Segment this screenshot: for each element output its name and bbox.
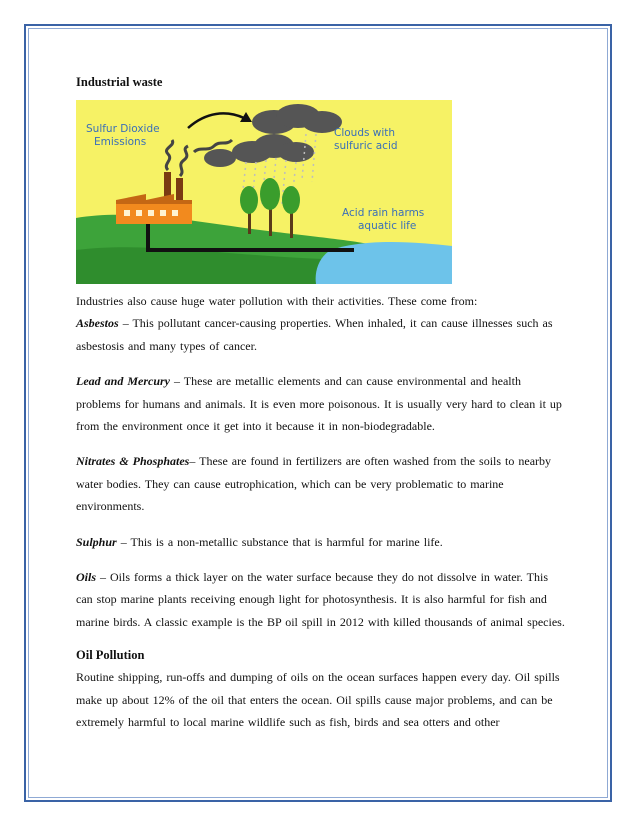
lead-mercury-text: – These are metallic elements and can cause environmental and health problems for humans and animals. It is even more poisonous. It is usually very hard to clean it up from the environment once it get into it because it in non-biodegradable. [76,374,562,434]
oils-paragraph [76,566,566,633]
oil-pollution-paragraph: Routine shipping, run-offs and dumping of oils on the ocean surfaces happen every day. Oil spills make up about 12% of the oil that enters the ocean. Oil spills cause major problems, and can be extremely harmful to local marine wildlife such as fish, birds and sea otters and other [76,670,560,730]
asbestos-term: Asbestos [76,316,119,331]
label-sulfur-line-1: Sulfur Dioxide [86,123,160,135]
label-clouds-line-1: Clouds with [334,127,396,139]
nitrates-text: – These are found in fertilizers are often washed from the soils to nearby water bodies. They can cause eutrophication, which can be very problematic to marine environments. [76,454,552,514]
lead-mercury-paragraph [76,370,566,437]
oils-text: – Oils forms a thick layer on the water surface because they do not dissolve in water. This can stop marine plants receiving enough light for photosynthesis. It is also harmful for fish and marine birds. A classic example is the BP oil spill in 2012 with killed thousands of animal species. [76,570,565,629]
nitrates-term: Nitrates & Phosphates [76,454,190,469]
asbestos-text: – This pollutant cancer-causing properties. When inhaled, it can cause illnesses such as asbestosis and many types of cancer. [76,316,553,353]
intro-paragraph: Industries also cause huge water pollution with their activities. These come from: [76,294,478,308]
sulphur-term: Sulphur [76,534,117,549]
document-body [76,74,566,734]
nitrates-paragraph [76,450,566,517]
acid-rain-illustration [76,100,452,284]
heading-industrial-waste: Industrial waste [76,75,163,89]
label-acid-line-2: aquatic life [358,220,417,232]
oils-term: Oils [76,570,97,585]
lead-mercury-term: Lead and Mercury [76,374,170,389]
label-clouds-line-2: sulfuric acid [334,140,398,152]
label-sulfur-line-2: Emissions [94,136,147,148]
trees [240,178,300,238]
label-acid-line-1: Acid rain harms [342,207,425,219]
sulphur-text: – This is a non-metallic substance that is harmful for marine life. [116,534,443,549]
heading-oil-pollution: Oil Pollution [76,648,145,663]
sulphur-paragraph [76,531,566,553]
asbestos-paragraph [76,312,566,357]
